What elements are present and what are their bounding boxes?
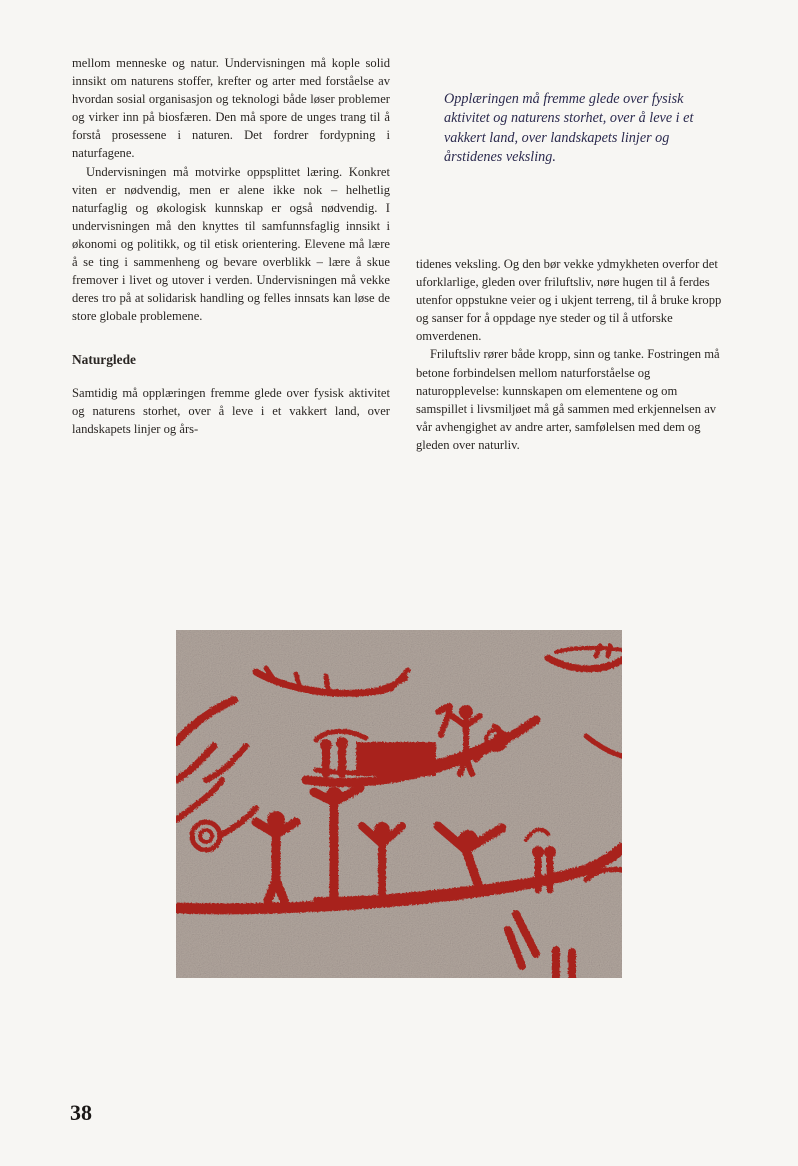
- body-paragraph: Friluftsliv rører både kropp, sinn og tanke. Fostringen må betone forbindelsen mellom naturforståelse og naturopplevelse: kunnskapen om elementene og om samspillet i livsmiljøet må gå sammen med erkjennelsen av vår avhengighet av andre arter, samfølelsen med dem og gleden over naturliv.: [416, 347, 720, 452]
- section-heading: Naturglede: [72, 352, 136, 368]
- right-text-column: [416, 255, 728, 454]
- pull-quote: Opplæringen må fremme glede over fysisk aktivitet og naturens storhet, over å leve i et vakkert land, over landskapets linjer og årstidenes veksling.: [444, 91, 694, 166]
- body-paragraph: Undervisningen må motvirke oppsplittet læring. Konkret viten er nødvendig, men er alene ikke nok – helhetlig naturfaglig og økologisk kunnskap er også nødvendig. I undervisningen må den knyttes til samfunnsfaglig innsikt i økonomi og politikk, og til etisk orientering. Elevene må lære å se ting i sammenheng og bevare overblikk – lære å skue fremover i livet og utover i verden. Undervisningen må vekke deres tro på at solidarisk handling og felles innsats kan løse de store globale problemene.: [72, 164, 390, 324]
- body-paragraph: Samtidig må opplæringen fremme glede over fysisk aktivitet og naturens storhet, over å leve i et vakkert land, over landskapets linjer og års-: [72, 385, 390, 436]
- body-paragraph: mellom menneske og natur. Undervisningen må kople solid innsikt om naturens stoffer, krefter og arter med forståelse av hvordan sosial organisasjon og teknologi både løser problemer og virker inn på biosfæren. Den må spore de unges trang til å forstå prosessene i naturen. Det fordrer fordypning i naturfagene.: [72, 56, 390, 161]
- rock-carving-photo: [176, 630, 622, 978]
- body-paragraph: tidenes veksling. Og den bør vekke ydmykheten overfor det uforklarlige, gleden over friluftsliv, nøre hugen til å ferdes utenfor oppstukne veier og i ukjent terreng, til å bruke kropp og sanser for å oppdage nye steder og til å utforske omverdenen.: [416, 257, 722, 344]
- page-number: 38: [70, 1100, 92, 1125]
- left-text-column: [72, 54, 390, 438]
